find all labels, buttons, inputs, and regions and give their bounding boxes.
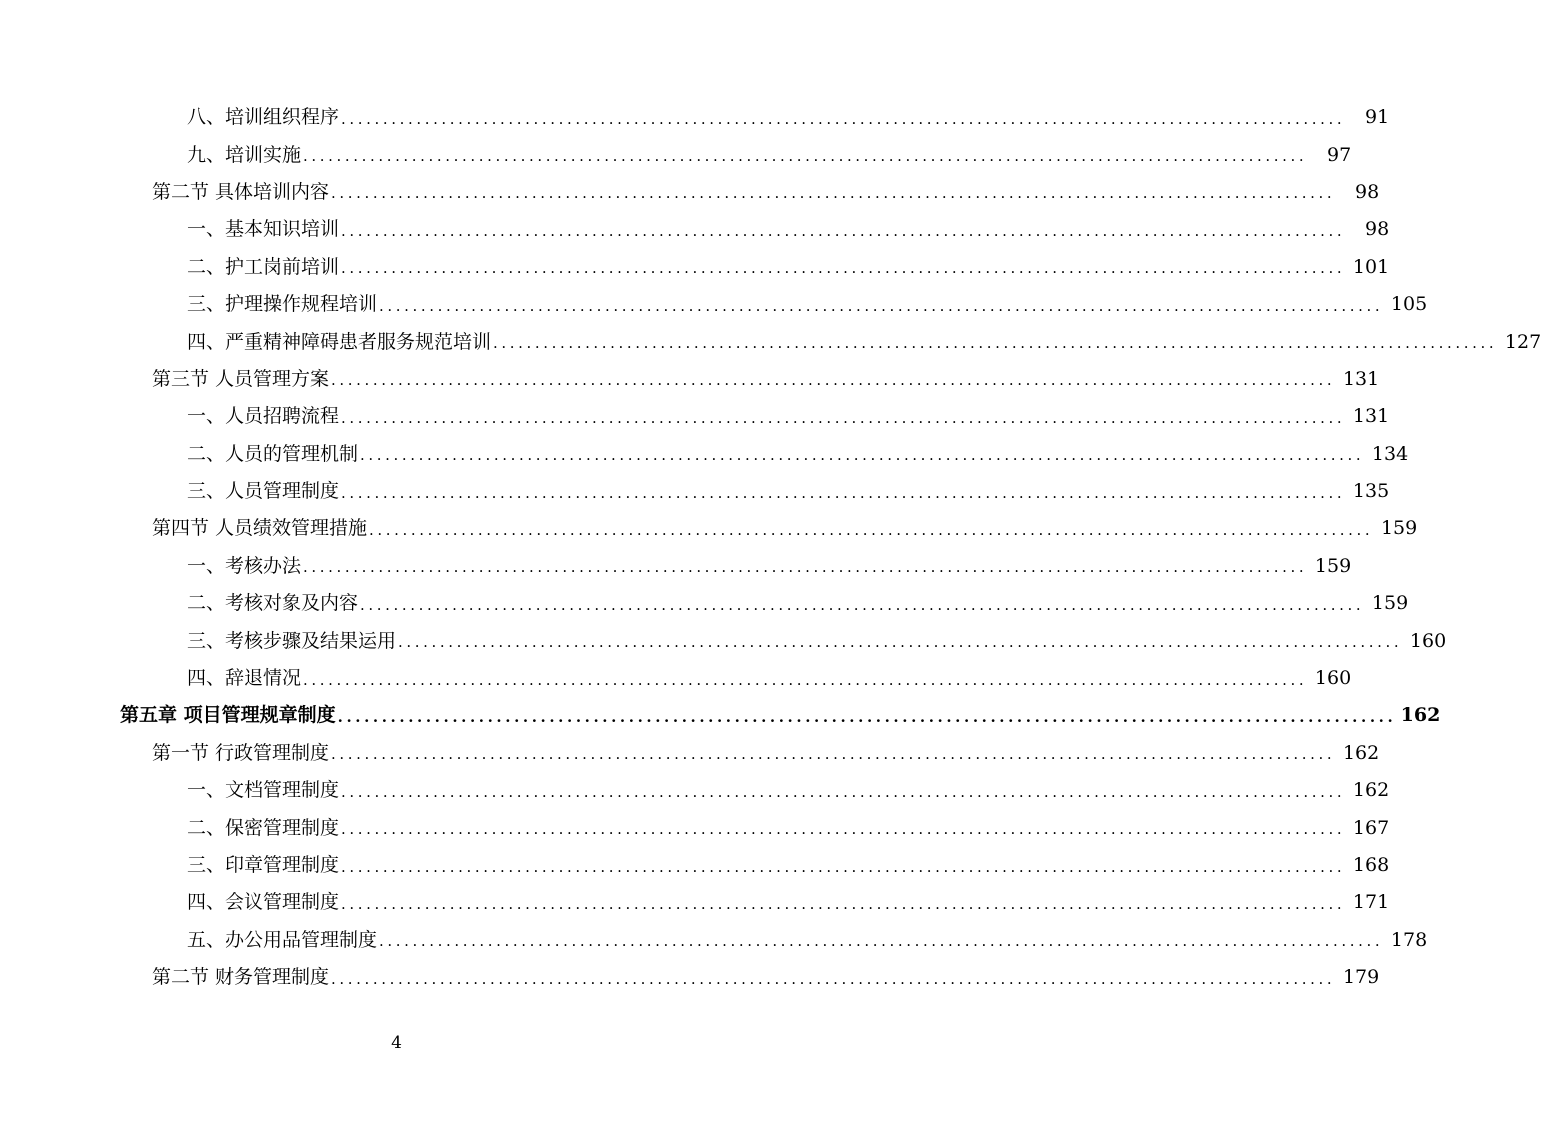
- toc-entry-page: 171: [1352, 891, 1390, 914]
- toc-entry-page: 162: [1342, 741, 1380, 764]
- toc-entry[interactable]: [0, 436, 1409, 473]
- dot-leader: ........................................................................................................................: [303, 558, 1308, 577]
- toc-entry[interactable]: [0, 361, 1380, 398]
- toc-entry[interactable]: [0, 473, 1390, 510]
- toc-entry-title: 一、文档管理制度: [187, 779, 340, 802]
- toc-entry-title: 二、保密管理制度: [187, 816, 340, 839]
- toc-entry-page: 98: [1365, 218, 1390, 241]
- toc-entry-title: 一、基本知识培训: [187, 218, 340, 241]
- toc-entry-page: 160: [1409, 629, 1447, 652]
- toc-entry-page: 91: [1365, 106, 1390, 129]
- toc-entry-title: 八、培训组织程序: [187, 106, 340, 129]
- toc-entry[interactable]: [0, 398, 1390, 435]
- dot-leader: ........................................................................................................................: [360, 595, 1365, 614]
- dot-leader: ........................................................................................................................: [341, 109, 1346, 128]
- toc-entry[interactable]: [0, 847, 1390, 884]
- toc-entry-page: 131: [1352, 405, 1390, 428]
- dot-leader: ........................................................................................................................: [303, 670, 1308, 689]
- dot-leader: ........................................................................................................................: [379, 932, 1384, 951]
- dot-leader: ........................................................................................................................: [369, 520, 1374, 539]
- toc-entry-page: 101: [1352, 255, 1390, 278]
- toc-entry[interactable]: [0, 548, 1352, 585]
- toc-entry-page: 131: [1342, 367, 1380, 390]
- toc-entry-title: 第三节 人员管理方案: [152, 367, 330, 390]
- dot-leader: ........................................................................................................................: [341, 782, 1346, 801]
- dot-leader: ........................................................................................................................: [341, 820, 1346, 839]
- toc-entry[interactable]: [0, 622, 1447, 659]
- toc-entry[interactable]: [0, 136, 1352, 173]
- toc-entry-title: 第二节 具体培训内容: [152, 180, 330, 203]
- toc-entry-title: 三、人员管理制度: [187, 480, 340, 503]
- dot-leader: ........................................................................................................................: [337, 707, 1397, 726]
- dot-leader: ........................................................................................................................: [379, 296, 1384, 315]
- toc-entry[interactable]: [0, 697, 1441, 734]
- toc-entry-title: 四、辞退情况: [187, 667, 302, 690]
- toc-entry-page: 159: [1314, 554, 1352, 577]
- toc-entry[interactable]: [0, 174, 1380, 211]
- dot-leader: ........................................................................................................................: [341, 857, 1346, 876]
- dot-leader: ........................................................................................................................: [493, 334, 1498, 353]
- toc-entry[interactable]: [0, 660, 1352, 697]
- toc-entry[interactable]: [0, 922, 1428, 959]
- toc-entry-page: 162: [1400, 704, 1441, 727]
- toc-entry-page: 160: [1314, 667, 1352, 690]
- toc-entry-title: 四、严重精神障碍患者服务规范培训: [187, 330, 492, 353]
- toc-entry[interactable]: [0, 809, 1390, 846]
- toc-entry-page: 135: [1352, 480, 1390, 503]
- toc-entry-title: 一、人员招聘流程: [187, 405, 340, 428]
- toc-entry[interactable]: [0, 959, 1380, 996]
- toc-entry-title: 四、会议管理制度: [187, 891, 340, 914]
- toc-entry-page: 179: [1342, 966, 1380, 989]
- toc-entry[interactable]: [0, 249, 1390, 286]
- dot-leader: ........................................................................................................................: [303, 147, 1308, 166]
- dot-leader: ........................................................................................................................: [341, 259, 1346, 278]
- dot-leader: ........................................................................................................................: [331, 184, 1336, 203]
- dot-leader: ........................................................................................................................: [331, 371, 1336, 390]
- toc-entry-title: 一、考核办法: [187, 554, 302, 577]
- toc-entry[interactable]: [0, 286, 1428, 323]
- toc-entry-title: 三、护理操作规程培训: [187, 293, 378, 316]
- toc-entry[interactable]: [0, 510, 1418, 547]
- toc-entry-page: 168: [1352, 854, 1390, 876]
- toc-entry-page: 127: [1504, 330, 1541, 353]
- toc-entry-page: 134: [1371, 442, 1409, 465]
- dot-leader: ........................................................................................................................: [331, 745, 1336, 764]
- toc-entry-page: 178: [1390, 928, 1428, 951]
- dot-leader: ........................................................................................................................: [341, 483, 1346, 502]
- toc-entry-title: 第五章 项目管理规章制度: [120, 704, 336, 727]
- toc-entry[interactable]: [0, 323, 1541, 360]
- toc-entry-title: 二、护工岗前培训: [187, 255, 340, 278]
- dot-leader: ........................................................................................................................: [331, 969, 1336, 988]
- toc-entry-title: 第一节 行政管理制度: [152, 741, 330, 764]
- toc-entry-page: 98: [1355, 180, 1380, 203]
- toc-entry-page: 159: [1380, 517, 1418, 540]
- toc-entry[interactable]: [0, 884, 1390, 921]
- toc-entry-page: 159: [1371, 592, 1409, 615]
- dot-leader: ........................................................................................................................: [398, 633, 1403, 652]
- toc-entry[interactable]: [0, 585, 1409, 622]
- table-of-contents: [0, 99, 1541, 996]
- toc-entry-title: 三、考核步骤及结果运用: [187, 629, 397, 652]
- toc-entry-title: 五、办公用品管理制度: [187, 928, 378, 951]
- toc-entry-title: 第四节 人员绩效管理措施: [152, 517, 368, 540]
- toc-entry[interactable]: [0, 99, 1390, 136]
- toc-entry-title: 二、考核对象及内容: [187, 592, 359, 615]
- toc-entry-page: 162: [1352, 779, 1390, 802]
- page-number: 4: [391, 1033, 402, 1053]
- toc-entry-title: 三、印章管理制度: [187, 854, 340, 876]
- dot-leader: ........................................................................................................................: [341, 221, 1346, 240]
- toc-entry-page: 105: [1390, 293, 1428, 316]
- toc-entry[interactable]: [0, 211, 1390, 248]
- toc-entry-page: 97: [1327, 143, 1352, 166]
- dot-leader: ........................................................................................................................: [360, 446, 1365, 465]
- toc-entry[interactable]: [0, 772, 1390, 809]
- toc-entry-title: 九、培训实施: [187, 143, 302, 166]
- dot-leader: ........................................................................................................................: [341, 408, 1346, 427]
- dot-leader: ........................................................................................................................: [341, 894, 1346, 913]
- toc-entry[interactable]: [0, 735, 1380, 772]
- toc-entry-title: 二、人员的管理机制: [187, 442, 359, 465]
- toc-entry-title: 第二节 财务管理制度: [152, 966, 330, 989]
- toc-entry-page: 167: [1352, 816, 1390, 839]
